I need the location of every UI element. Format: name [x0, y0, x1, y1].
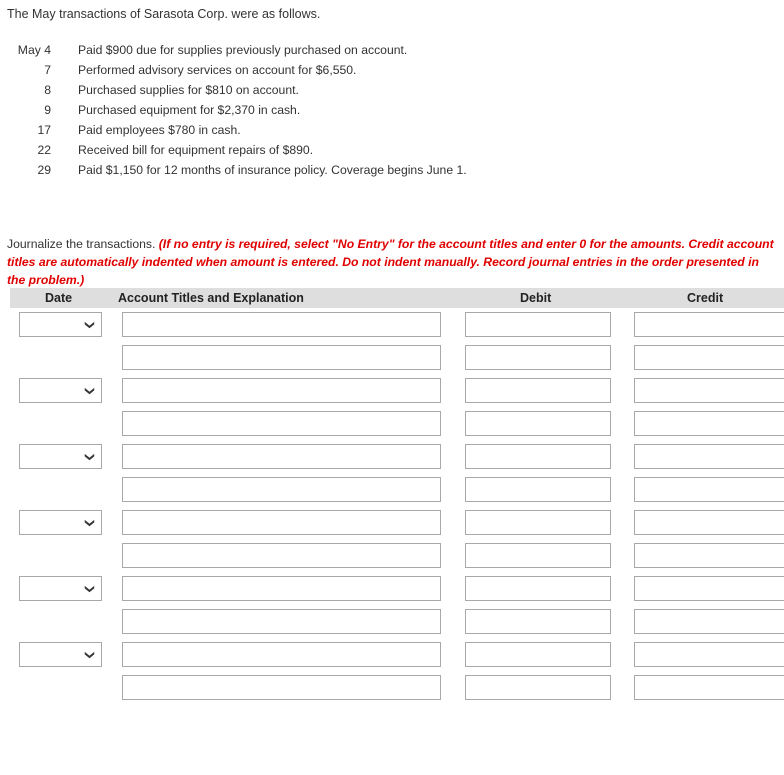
credit-input[interactable] [634, 477, 784, 502]
chevron-down-icon: ❯ [84, 517, 96, 529]
debit-input[interactable] [465, 345, 611, 370]
debit-input[interactable] [465, 675, 611, 700]
transaction-date: 8 [44, 83, 51, 97]
account-title-input[interactable] [122, 345, 441, 370]
transaction-date: 29 [37, 163, 51, 177]
credit-input[interactable] [634, 543, 784, 568]
transaction-row [0, 163, 560, 183]
transaction-row [0, 123, 560, 143]
credit-input[interactable] [634, 378, 784, 403]
debit-input[interactable] [465, 378, 611, 403]
credit-input[interactable] [634, 642, 784, 667]
account-title-input[interactable] [122, 642, 441, 667]
transaction-date: 22 [37, 143, 51, 157]
transaction-text: Performed advisory services on account for $6,550. [78, 63, 357, 77]
credit-input[interactable] [634, 510, 784, 535]
date-column-header: Date [45, 291, 73, 305]
credit-input[interactable] [634, 576, 784, 601]
date-select[interactable] [19, 378, 102, 403]
credit-column-header: Credit [687, 291, 724, 305]
debit-input[interactable] [465, 510, 611, 535]
date-select[interactable] [19, 312, 102, 337]
account-title-input[interactable] [122, 312, 441, 337]
transaction-row [0, 143, 560, 163]
transaction-text: Purchased equipment for $2,370 in cash. [78, 103, 301, 117]
problem-intro: The May transactions of Sarasota Corp. were as follows. [7, 7, 321, 21]
account-title-input[interactable] [122, 675, 441, 700]
transaction-text: Received bill for equipment repairs of $890. [78, 143, 314, 157]
account-title-input[interactable] [122, 477, 441, 502]
chevron-down-icon: ❯ [84, 319, 96, 331]
chevron-down-icon: ❯ [84, 583, 96, 595]
transaction-text: Paid $900 due for supplies previously purchased on account. [78, 43, 408, 57]
account-title-input[interactable] [122, 576, 441, 601]
transaction-date: 7 [44, 63, 51, 77]
transaction-row [0, 103, 560, 123]
account-column-header: Account Titles and Explanation [118, 291, 304, 305]
credit-input[interactable] [634, 444, 784, 469]
date-select[interactable] [19, 444, 102, 469]
debit-input[interactable] [465, 312, 611, 337]
debit-input[interactable] [465, 477, 611, 502]
debit-input[interactable] [465, 642, 611, 667]
credit-input[interactable] [634, 312, 784, 337]
transaction-date: 9 [44, 103, 51, 117]
debit-input[interactable] [465, 576, 611, 601]
journal-table-header [10, 288, 784, 308]
account-title-input[interactable] [122, 411, 441, 436]
account-title-input[interactable] [122, 378, 441, 403]
date-select[interactable] [19, 642, 102, 667]
chevron-down-icon: ❯ [84, 451, 96, 463]
transaction-text: Purchased supplies for $810 on account. [78, 83, 299, 97]
instructions [7, 235, 777, 289]
credit-input[interactable] [634, 345, 784, 370]
transaction-text: Paid employees $780 in cash. [78, 123, 241, 137]
date-select[interactable] [19, 576, 102, 601]
chevron-down-icon: ❯ [84, 649, 96, 661]
transaction-date: 17 [37, 123, 51, 137]
credit-input[interactable] [634, 411, 784, 436]
instructions-note: (If no entry is required, select "No Entry" for the account titles and enter 0 for the amounts. Credit account titles are automatically indented when amount is entered. Do not indent manually. Record journal entries in the order presented in the problem.) [7, 237, 774, 287]
transaction-row [0, 43, 560, 63]
debit-input[interactable] [465, 444, 611, 469]
instructions-lead: Journalize the transactions. [7, 237, 159, 251]
transaction-row [0, 83, 560, 103]
credit-input[interactable] [634, 675, 784, 700]
debit-input[interactable] [465, 609, 611, 634]
transaction-row [0, 63, 560, 83]
account-title-input[interactable] [122, 510, 441, 535]
transaction-text: Paid $1,150 for 12 months of insurance policy. Coverage begins June 1. [78, 163, 467, 177]
account-title-input[interactable] [122, 609, 441, 634]
transaction-date: May 4 [17, 43, 51, 57]
account-title-input[interactable] [122, 444, 441, 469]
debit-column-header: Debit [520, 291, 552, 305]
credit-input[interactable] [634, 609, 784, 634]
chevron-down-icon: ❯ [84, 385, 96, 397]
debit-input[interactable] [465, 543, 611, 568]
debit-input[interactable] [465, 411, 611, 436]
account-title-input[interactable] [122, 543, 441, 568]
date-select[interactable] [19, 510, 102, 535]
